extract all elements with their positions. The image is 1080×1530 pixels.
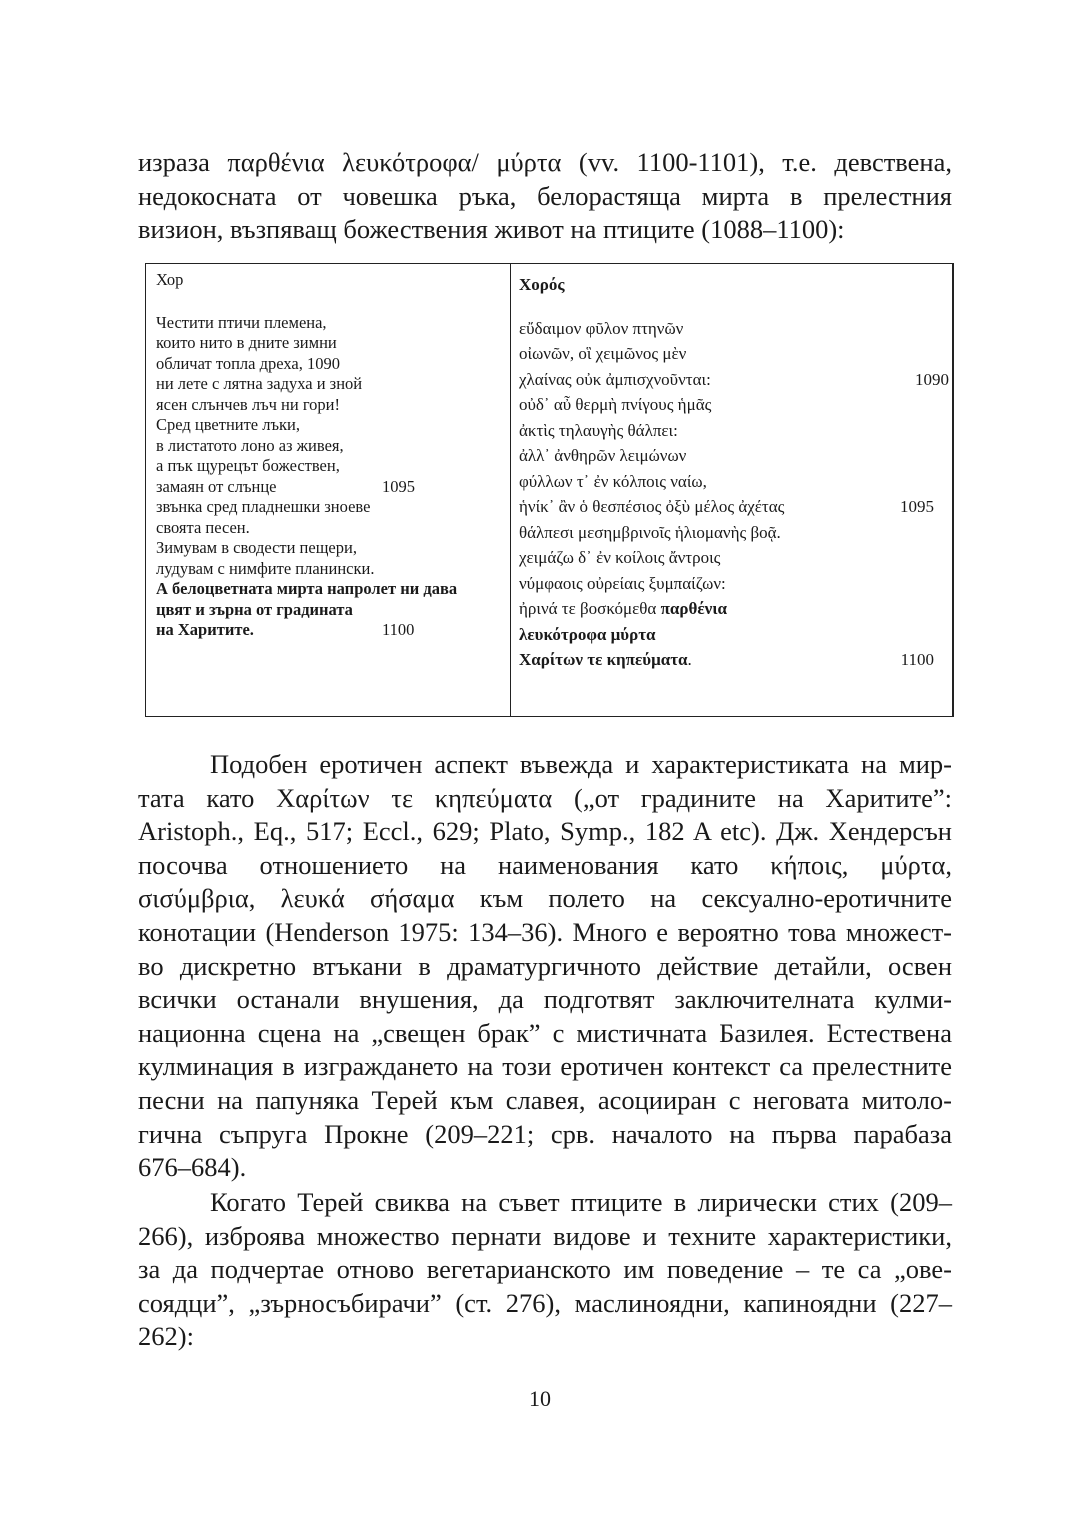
intro-line: израза παρθένια λευκότροφα/ μύρτα (vv. 1100-1101), т.е. девствена, xyxy=(138,147,952,177)
verse-line: замаян от слънце 1095 xyxy=(156,476,415,496)
body-paragraph-1 xyxy=(138,748,952,1185)
body-line: во дискретно втъкани в драматургичното действие детайли, освен xyxy=(138,950,952,981)
verse-line: χλαίνας οὐκ ἀμπισχνοῦνται: 1090 xyxy=(519,367,949,393)
verse-line: обличат топла дреха, 1090 xyxy=(156,353,340,373)
column-divider xyxy=(510,264,511,716)
body-line: Aristoph., Eq., 517; Eccl., 629; Plato, Symp., 182 A etc). Дж. Хендерсън xyxy=(138,816,952,847)
line-number: 1100 xyxy=(900,650,934,669)
body-line: всички останали внушения, да подготвят заключителната кулми- xyxy=(138,984,952,1015)
verse-line: които нито в дните зимни xyxy=(156,333,337,352)
verse-line: ἠρινά τε βοσκόμεθα παρθένια xyxy=(519,599,727,618)
verse-line: Зимувам в сводести пещери, xyxy=(156,538,357,557)
verse-line: Χαρίτων τε κηπεύματα. 1100 xyxy=(519,647,949,673)
intro-paragraph xyxy=(138,146,952,247)
verse-line: θάλπεσι μεσημβρινοῖς ἡλιομανὴς βοᾷ. xyxy=(519,522,781,542)
verse-line: ἀλλ᾽ ἀνθηρῶν λειμώνων xyxy=(519,446,687,465)
line-number: 1095 xyxy=(382,476,415,496)
body-line: посочва отношението на наименования като κήποις, μύρτα, xyxy=(138,849,952,880)
body-line: Когато Терей свиква на съвет птиците в лирически стих (209– xyxy=(210,1187,952,1217)
line-number: 1090 xyxy=(915,369,949,389)
verse-line: в листатото лоно аз живея, xyxy=(156,435,344,455)
verse-line: цвят и зърна от градината xyxy=(156,599,353,619)
intro-line: недокосната от човешка ръка, белорастяща мирта в прелестния xyxy=(138,180,952,211)
verse-line: Честити птичи племена, xyxy=(156,312,327,332)
verse-line: ἡνίκ᾽ ἂν ὁ θεσπέσιος ὀξὺ μέλος ἀχέτας 1095 xyxy=(519,494,949,520)
body-line: конотации (Henderson 1975: 134–36). Много е вероятно това множест- xyxy=(138,916,952,947)
verse-line: εὔδαιμον φῦλον πτηνῶν xyxy=(519,318,684,338)
verse-line: ни лете с лятна задуха и зной xyxy=(156,374,363,393)
verse-line: χειμάζω δ᾽ ἐν κοίλοις ἄντροις xyxy=(519,548,721,567)
verse-line: лудувам с нимфите планински. xyxy=(156,558,375,578)
body-line: тата като Χαρίτων τε κηπεύματα („от градините на Харитите”: xyxy=(138,782,952,813)
greek-original-column xyxy=(519,272,949,673)
verse-line: ясен слънчев лъч ни гори! xyxy=(156,394,341,414)
verse-line: звънка сред пладнешки зноеве xyxy=(156,497,371,516)
verse-line: νύμφαοις οὐρείαις ξυμπαίζων: xyxy=(519,573,726,593)
page-number: 10 xyxy=(529,1386,551,1411)
bulgarian-translation-column xyxy=(156,270,501,641)
verse-line: а пък щурецът божествен, xyxy=(156,456,340,475)
verse-line: οἰωνῶν, οἳ χειμῶνος μὲν xyxy=(519,344,687,363)
line-number: 1100 xyxy=(382,620,415,639)
verse-line: А белоцветната мирта напролет ни дава xyxy=(156,579,458,598)
body-line: песни на папуняка Терей към славея, асоцииран с неговата митоло- xyxy=(138,1084,952,1115)
body-line: кулминация в изграждането на този еротичен контекст са прелестните xyxy=(138,1051,952,1082)
body-line: 262): xyxy=(138,1321,194,1352)
verse-line: φύλλων τ᾽ ἐν κόλποις ναίω, xyxy=(519,471,707,491)
body-line: σισύμβρια, λευκά σήσαμα към полето на сексуално-еротичните xyxy=(138,883,952,914)
verse-line: своята песен. xyxy=(156,517,250,537)
verse-line: λευκότροφα μύρτα xyxy=(519,624,656,644)
body-line: 266), изброява множество пернати видове и техните характеристики, xyxy=(138,1220,952,1251)
verse-line: ἀκτὶς τηλαυγὴς θάλπει: xyxy=(519,420,678,440)
body-line: за да подчертае отново вегетарианското им поведение – те са „ове- xyxy=(138,1254,952,1285)
left-column-header: Хор xyxy=(156,270,184,289)
body-paragraph-2 xyxy=(138,1186,952,1354)
body-line: 676–684). xyxy=(138,1152,247,1183)
intro-line: визион, възпяващ божествения живот на птиците (1088–1100): xyxy=(138,214,845,245)
body-line: Подобен еротичен аспект въвежда и характеристиката на мир- xyxy=(210,749,952,779)
right-column-header: Χορός xyxy=(519,275,565,294)
verse-line: οὐδ᾽ αὖ θερμὴ πνίγους ἡμᾶς xyxy=(519,395,712,414)
body-line: национна сцена на „свещен брак” с мистичната Базилея. Естествена xyxy=(138,1017,952,1048)
verse-line: Сред цветните лъки, xyxy=(156,415,300,434)
line-number: 1095 xyxy=(900,497,934,516)
verse-line: на Харитите. 1100 xyxy=(156,620,415,639)
table-right-border xyxy=(952,264,954,716)
verse-table xyxy=(145,263,954,717)
body-line: соядци”, „зърносъбирачи” (ст. 276), маслиноядни, капиноядни (227– xyxy=(138,1287,952,1318)
body-line: гична съпруга Прокне (209–221; срв. началото на първа парабаза xyxy=(138,1118,952,1149)
